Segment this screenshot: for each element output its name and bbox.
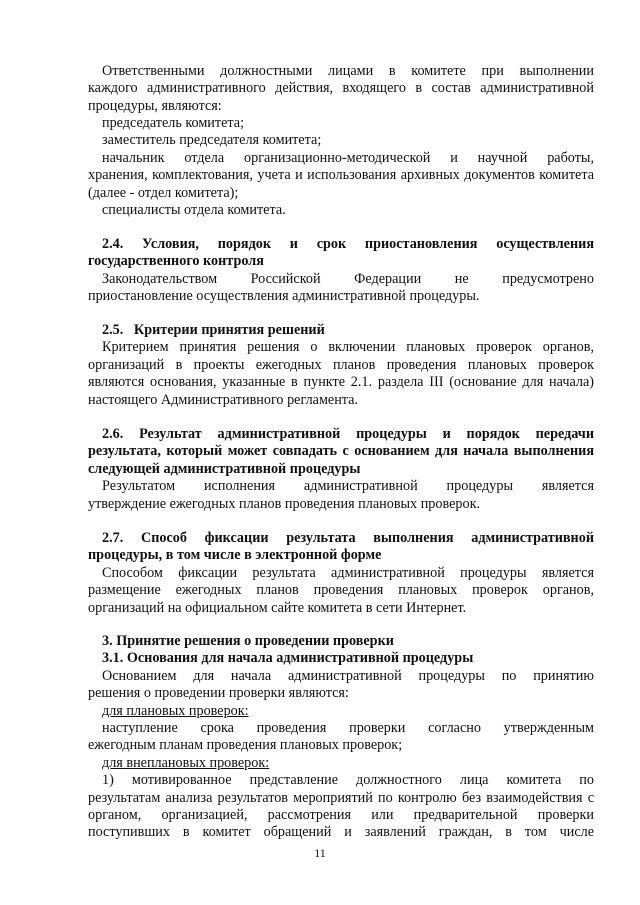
page-number: 11 xyxy=(314,846,326,860)
planned-checks-label: для плановых проверок: xyxy=(102,702,249,719)
text-line: Результатом исполнения административной процедуры является xyxy=(102,478,594,495)
text-line: являются основания, указанные в пункте 2.1. раздела III (основание для начала) xyxy=(88,374,594,391)
text-line: ежегодным планам проведения плановых проверок; xyxy=(88,737,403,754)
section-2-5 xyxy=(88,322,594,409)
list-item-continuation: хранения, комплектования, учета и использования архивных документов комитета xyxy=(88,167,594,184)
text-line: организаций на официальном сайте комитета в сети Интернет. xyxy=(88,599,467,616)
text-line: результатам анализа результатов мероприятий по контролю без взаимодействия с xyxy=(88,789,594,806)
section-heading: 2.4. Условия, порядок и срок приостановления осуществления xyxy=(102,236,594,252)
section-heading: следующей административной процедуры xyxy=(88,460,361,477)
section-heading: 2.5. Критерии принятия решений xyxy=(102,322,325,338)
text-line: Законодательством Российской Федерации не предусмотрено xyxy=(102,270,594,287)
unplanned-checks-label: для внеплановых проверок: xyxy=(102,754,270,771)
list-item: председатель комитета; xyxy=(102,115,245,131)
text-line: Основанием для начала административной процедуры по принятию xyxy=(102,667,594,684)
text-line: каждого административного действия, входящего в состав административной xyxy=(88,80,594,97)
text-line: размещение ежегодных планов проведения плановых проверок органов, xyxy=(88,582,594,599)
section-heading: государственного контроля xyxy=(88,253,264,270)
planned-checks-label-row xyxy=(88,703,594,720)
responsible-persons-list xyxy=(88,115,594,219)
list-item: специалисты отдела комитета. xyxy=(102,202,286,219)
section-2-4 xyxy=(88,236,594,306)
text-line: процедуры, являются: xyxy=(88,97,222,114)
subsection-heading: 3.1. Основания для начала административной процедуры xyxy=(102,650,474,667)
text-line: Критерием принятия решения о включении плановых проверок органов, xyxy=(102,339,594,356)
text-line: организаций в проекты ежегодных планов проведения плановых проверок xyxy=(88,356,594,373)
text-line: Ответственными должностными лицами в комитете при выполнении xyxy=(102,63,594,79)
section-heading: 2.6. Результат административной процедуры и порядок передачи xyxy=(102,426,594,442)
responsible-persons-paragraph xyxy=(88,63,594,115)
text-line: 1) мотивированное представление должностного лица комитета по xyxy=(102,772,594,789)
unplanned-checks-label-row xyxy=(88,755,594,772)
text-line: утверждение ежегодных планов проведения плановых проверок. xyxy=(88,495,481,512)
text-line: решения о проведении проверки являются: xyxy=(88,685,349,702)
section-heading: 2.7. Способ фиксации результата выполнения административной xyxy=(102,530,594,546)
text-line: настоящего Административного регламента. xyxy=(88,391,359,408)
section-heading: процедуры, в том числе в электронной форме xyxy=(88,547,382,564)
list-item: начальник отдела организационно-методической и научной работы, xyxy=(102,149,594,166)
text-line: наступление срока проведения проверки согласно утвержденным xyxy=(102,720,594,737)
list-item-continuation: (далее - отдел комитета); xyxy=(88,184,239,201)
text-line: приостановление осуществления административной процедуры. xyxy=(88,288,480,305)
section-2-6 xyxy=(88,426,594,513)
text-line: Способом фиксации результата административной процедуры является xyxy=(102,564,594,581)
section-3 xyxy=(88,633,594,842)
section-heading: результата, который может совпадать с основанием для начала выполнения xyxy=(88,443,594,460)
text-line: органом, организацией, рассмотрения или предварительной проверки xyxy=(88,807,594,824)
text-line: поступивших в комитет обращений и заявлений граждан, в том числе xyxy=(88,824,594,841)
section-2-7 xyxy=(88,530,594,617)
list-item: заместитель председателя комитета; xyxy=(102,132,322,149)
section-heading: 3. Принятие решения о проведении проверки xyxy=(102,633,394,649)
